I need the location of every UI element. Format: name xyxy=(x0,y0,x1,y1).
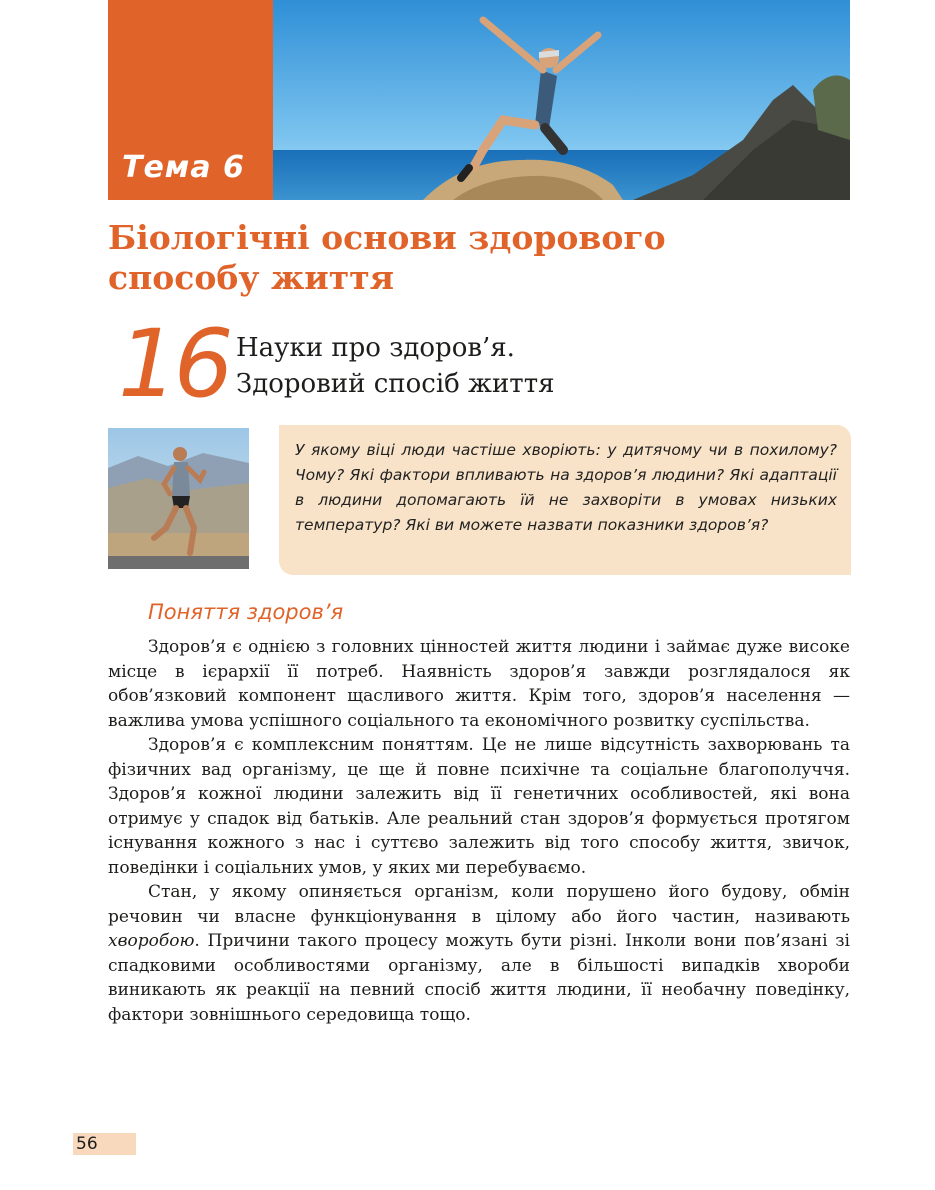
lesson-title-line2: Здоровий спосіб життя xyxy=(236,369,555,399)
paragraph-2: Здоров’я є комплексним поняттям. Це не лише відсутність захворювань та фізичних вад організму, це ще й повне психічне та соціальне благополуччя. Здоров’я кожної людини залежить від її генетичних особливостей, які вона отримує у спадок від батьків. Але реальний стан здоров’я формується протягом існування кожного з нас і суттєво залежить від того способу життя, звичок, поведінки і соціальних умов, у яких ми перебуваємо. xyxy=(108,735,850,878)
tema-label: Тема 6 xyxy=(122,150,245,185)
banner-photo-woman-on-rock xyxy=(273,0,850,200)
section-heading: Поняття здоров’я xyxy=(148,600,344,624)
body-text xyxy=(108,635,850,1027)
intro-questions-box xyxy=(279,425,851,575)
tema-block xyxy=(108,0,273,200)
paragraph-3-end: . Причини такого процесу можуть бути різні. Інколи вони пов’язані зі спадковими особливостями організму, але в більшості випадків хвороби виникають як реакції на певний спосіб життя людини, її необачну поведінку, фактори зовнішнього середовища тощо. xyxy=(108,931,850,1025)
paragraph-3-start: Стан, у якому опиняється організм, коли порушено його будову, обмін речовин чи власне функціонування в цілому або його частин, називають xyxy=(108,882,850,927)
paragraph-3 xyxy=(108,880,850,1027)
chapter-banner xyxy=(108,0,850,200)
paragraph-1: Здоров’я є однією з головних цінностей життя людини і займає дуже високе місце в ієрархії її потреб. Наявність здоров’я завжди розглядалося як обов’язковий компонент щасливого життя. Крім того, здоров’я населення — важлива умова успішного соціального та економічного розвитку суспільства. xyxy=(108,637,850,731)
lesson-title xyxy=(236,330,796,402)
term-disease: хворобою xyxy=(108,931,195,951)
runner-photo xyxy=(108,428,249,569)
lesson-title-line1: Науки про здоров’я. xyxy=(236,333,515,363)
intro-questions-text: У якому віці люди частіше хворіють: у дитячому чи в похилому? Чому? Які фактори впливають на здоров’я людини? Які адаптації в людини допомагають їй не захворіти в умовах низьких температур? Які ви можете назвати показники здоров’я? xyxy=(295,441,837,534)
theme-title: Біологічні основи здорового способу життя xyxy=(108,218,666,297)
page-number: 56 xyxy=(73,1133,136,1155)
lesson-number: 16 xyxy=(118,310,230,419)
